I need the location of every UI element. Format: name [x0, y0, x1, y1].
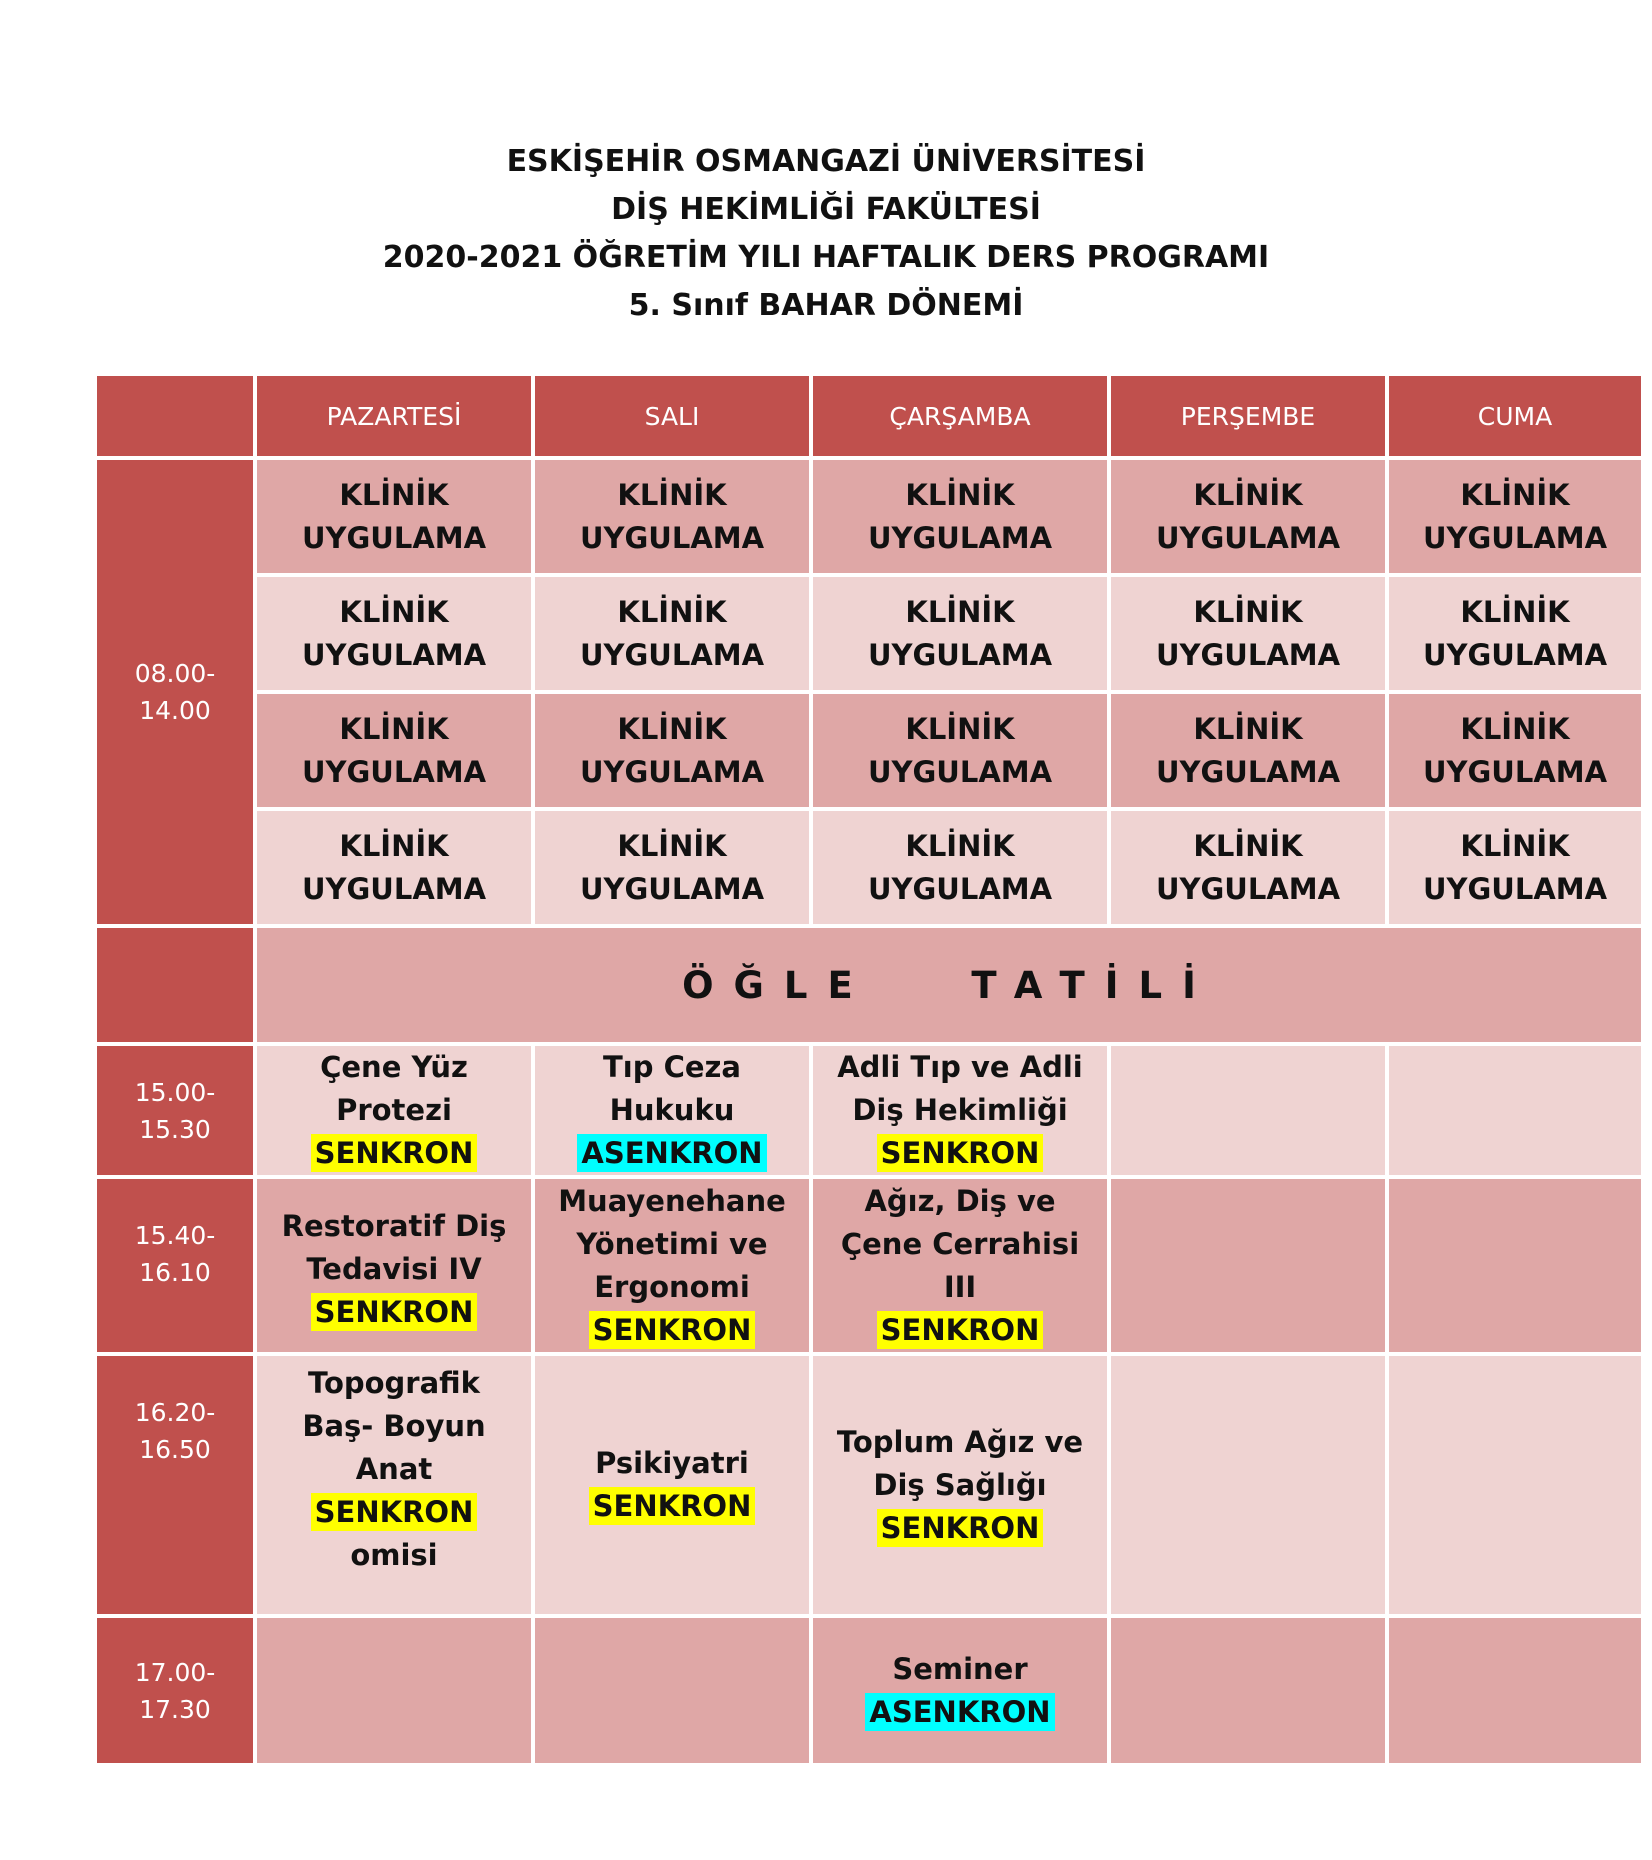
senkron-badge: SENKRON	[311, 1134, 478, 1172]
clinic-cell: KLİNİK UYGULAMA	[533, 575, 811, 692]
clinic-cell: KLİNİK UYGULAMA	[255, 809, 533, 926]
clinic-cell: KLİNİK UYGULAMA	[811, 458, 1109, 575]
lesson-cell: Ağız, Diş ve Çene Cerrahisi III SENKRON	[811, 1177, 1109, 1354]
clinic-cell: KLİNİK UYGULAMA	[1109, 458, 1387, 575]
time-slot-2: 15.40- 16.10	[95, 1177, 255, 1354]
clinic-row	[95, 692, 1643, 809]
clinic-row	[95, 575, 1643, 692]
page-title	[0, 138, 1652, 330]
title-term: 5. Sınıf BAHAR DÖNEMİ	[628, 288, 1024, 323]
senkron-badge: SENKRON	[877, 1311, 1044, 1349]
clinic-cell: KLİNİK UYGULAMA	[1387, 575, 1643, 692]
empty-cell	[1109, 1044, 1387, 1177]
schedule-table	[93, 372, 1645, 1767]
time-morning: 08.00- 14.00	[95, 458, 255, 926]
asenkron-badge: ASENKRON	[577, 1134, 766, 1172]
empty-cell	[1109, 1616, 1387, 1765]
empty-cell	[1109, 1354, 1387, 1616]
clinic-cell: KLİNİK UYGULAMA	[811, 809, 1109, 926]
clinic-cell: KLİNİK UYGULAMA	[1387, 458, 1643, 575]
senkron-badge: SENKRON	[311, 1493, 478, 1531]
lesson-cell: Topografik Baş- Boyun Anat SENKRON omisi	[255, 1354, 533, 1616]
lesson-cell: Tıp Ceza Hukuku ASENKRON	[533, 1044, 811, 1177]
senkron-badge: SENKRON	[877, 1509, 1044, 1547]
clinic-cell: KLİNİK UYGULAMA	[1109, 692, 1387, 809]
lesson-row-1	[95, 1044, 1643, 1177]
clinic-cell: KLİNİK UYGULAMA	[1109, 575, 1387, 692]
senkron-badge: SENKRON	[877, 1134, 1044, 1172]
header-corner	[95, 374, 255, 458]
time-slot-4: 17.00- 17.30	[95, 1616, 255, 1765]
asenkron-badge: ASENKRON	[865, 1693, 1054, 1731]
day-header-thursday: PERŞEMBE	[1109, 374, 1387, 458]
time-slot-3: 16.20- 16.50	[95, 1354, 255, 1616]
clinic-cell: KLİNİK UYGULAMA	[1387, 692, 1643, 809]
clinic-cell: KLİNİK UYGULAMA	[533, 458, 811, 575]
clinic-cell: KLİNİK UYGULAMA	[811, 692, 1109, 809]
lesson-cell: Çene Yüz Protezi SENKRON	[255, 1044, 533, 1177]
lesson-row-2	[95, 1177, 1643, 1354]
clinic-cell: KLİNİK UYGULAMA	[255, 692, 533, 809]
lesson-cell: Psikiyatri SENKRON	[533, 1354, 811, 1616]
time-slot-1: 15.00- 15.30	[95, 1044, 255, 1177]
day-header-tuesday: SALI	[533, 374, 811, 458]
empty-cell	[1387, 1354, 1643, 1616]
lesson-cell: Restoratif Diş Tedavisi IV SENKRON	[255, 1177, 533, 1354]
senkron-badge: SENKRON	[311, 1293, 478, 1331]
lesson-cell: Adli Tıp ve Adli Diş Hekimliği SENKRON	[811, 1044, 1109, 1177]
empty-cell	[255, 1616, 533, 1765]
day-header-friday: CUMA	[1387, 374, 1643, 458]
lesson-cell: Seminer ASENKRON	[811, 1616, 1109, 1765]
lesson-row-3	[95, 1354, 1643, 1616]
empty-cell	[1387, 1177, 1643, 1354]
clinic-cell: KLİNİK UYGULAMA	[255, 575, 533, 692]
clinic-cell: KLİNİK UYGULAMA	[811, 575, 1109, 692]
empty-cell	[533, 1616, 811, 1765]
senkron-badge: SENKRON	[589, 1487, 756, 1525]
title-program: 2020-2021 ÖĞRETİM YILI HAFTALIK DERS PROGRAMI	[382, 240, 1270, 275]
lesson-cell: Toplum Ağız ve Diş Sağlığı SENKRON	[811, 1354, 1109, 1616]
title-university: ESKİŞEHİR OSMANGAZİ ÜNİVERSİTESİ	[506, 144, 1146, 179]
empty-cell	[1387, 1044, 1643, 1177]
day-header-wednesday: ÇARŞAMBA	[811, 374, 1109, 458]
day-header-monday: PAZARTESİ	[255, 374, 533, 458]
lunch-break: ÖĞLE TATİLİ	[255, 926, 1643, 1044]
clinic-cell: KLİNİK UYGULAMA	[533, 692, 811, 809]
lunch-row	[95, 926, 1643, 1044]
clinic-cell: KLİNİK UYGULAMA	[533, 809, 811, 926]
clinic-cell: KLİNİK UYGULAMA	[1109, 809, 1387, 926]
title-faculty: DİŞ HEKİMLİĞİ FAKÜLTESİ	[611, 192, 1041, 227]
empty-cell	[1109, 1177, 1387, 1354]
clinic-cell: KLİNİK UYGULAMA	[1387, 809, 1643, 926]
lesson-cell: Muayenehane Yönetimi ve Ergonomi SENKRON	[533, 1177, 811, 1354]
time-lunch	[95, 926, 255, 1044]
header-row	[95, 374, 1643, 458]
clinic-row	[95, 809, 1643, 926]
lesson-row-4	[95, 1616, 1643, 1765]
clinic-row	[95, 458, 1643, 575]
empty-cell	[1387, 1616, 1643, 1765]
senkron-badge: SENKRON	[589, 1311, 756, 1349]
clinic-cell: KLİNİK UYGULAMA	[255, 458, 533, 575]
